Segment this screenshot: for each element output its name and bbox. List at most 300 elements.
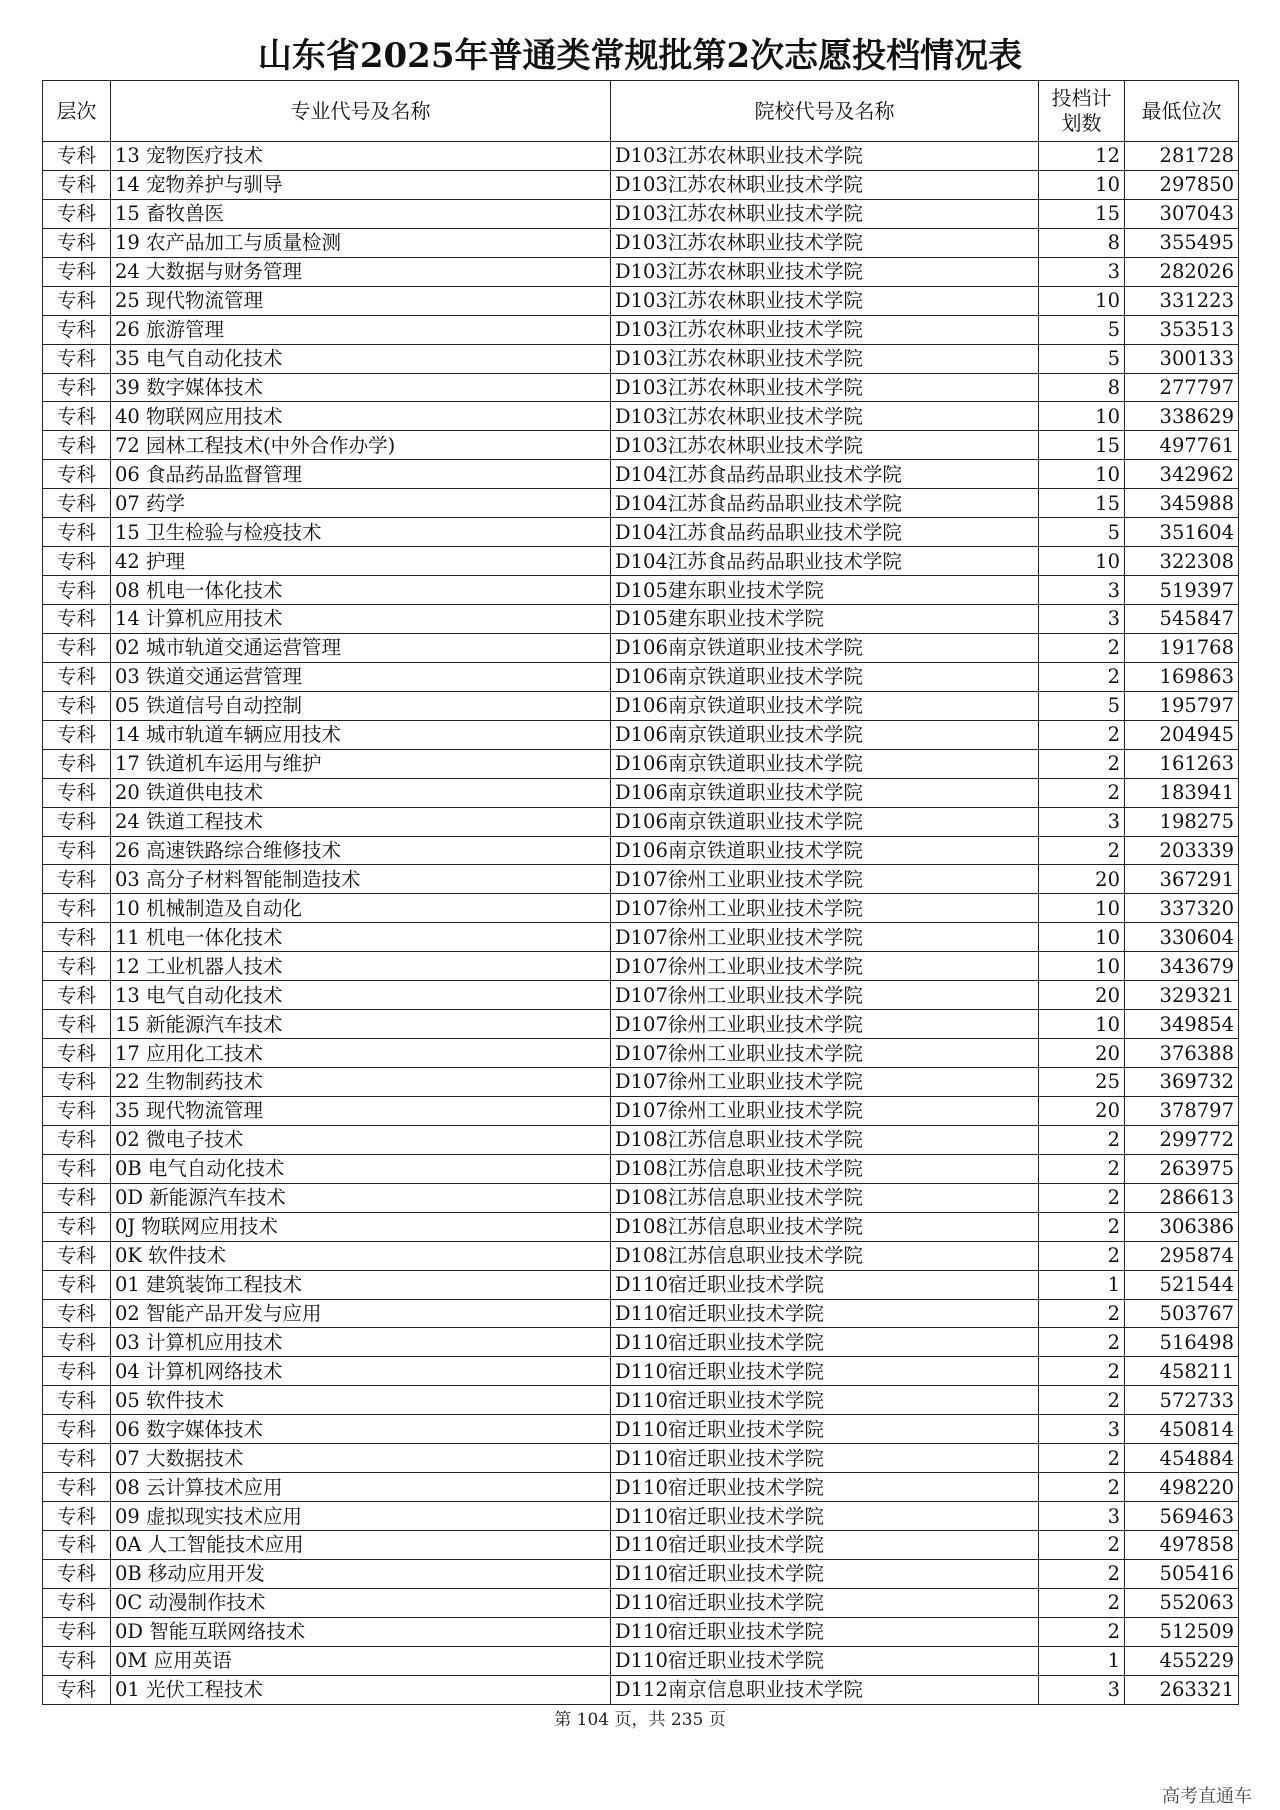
header-plan-label: 投档计划数 [1051, 86, 1112, 135]
cell-school: D106南京铁道职业技术学院 [611, 749, 1039, 778]
cell-level: 专科 [43, 633, 111, 662]
cell-school: D110宿迁职业技术学院 [611, 1502, 1039, 1531]
cell-level: 专科 [43, 749, 111, 778]
cell-rank: 569463 [1125, 1502, 1239, 1531]
table-row [43, 228, 1239, 257]
table-row [43, 286, 1239, 315]
cell-rank: 376388 [1125, 1039, 1239, 1068]
cell-plan: 2 [1039, 1386, 1125, 1415]
cell-school: D105建东职业技术学院 [611, 576, 1039, 605]
cell-school: D106南京铁道职业技术学院 [611, 720, 1039, 749]
cell-plan: 2 [1039, 1241, 1125, 1270]
cell-rank: 552063 [1125, 1588, 1239, 1617]
cell-school: D106南京铁道职业技术学院 [611, 662, 1039, 691]
cell-school: D110宿迁职业技术学院 [611, 1588, 1039, 1617]
table-row [43, 1415, 1239, 1444]
cell-rank: 367291 [1125, 865, 1239, 894]
cell-major: 14 城市轨道车辆应用技术 [111, 720, 611, 749]
cell-school: D106南京铁道职业技术学院 [611, 836, 1039, 865]
cell-rank: 297850 [1125, 170, 1239, 199]
cell-school: D108江苏信息职业技术学院 [611, 1183, 1039, 1212]
cell-level: 专科 [43, 1473, 111, 1502]
cell-school: D110宿迁职业技术学院 [611, 1444, 1039, 1473]
cell-rank: 450814 [1125, 1415, 1239, 1444]
cell-rank: 195797 [1125, 691, 1239, 720]
cell-plan: 3 [1039, 257, 1125, 286]
table-header-row [43, 81, 1239, 142]
table-row [43, 315, 1239, 344]
cell-rank: 295874 [1125, 1241, 1239, 1270]
cell-school: D103江苏农林职业技术学院 [611, 228, 1039, 257]
cell-major: 07 大数据技术 [111, 1444, 611, 1473]
cell-school: D103江苏农林职业技术学院 [611, 402, 1039, 431]
cell-level: 专科 [43, 286, 111, 315]
cell-plan: 2 [1039, 720, 1125, 749]
cell-rank: 198275 [1125, 807, 1239, 836]
cell-level: 专科 [43, 981, 111, 1010]
cell-school: D107徐州工业职业技术学院 [611, 894, 1039, 923]
cell-major: 24 铁道工程技术 [111, 807, 611, 836]
cell-major: 03 计算机应用技术 [111, 1328, 611, 1357]
cell-level: 专科 [43, 836, 111, 865]
cell-rank: 345988 [1125, 489, 1239, 518]
cell-major: 02 智能产品开发与应用 [111, 1299, 611, 1328]
cell-rank: 353513 [1125, 315, 1239, 344]
cell-plan: 1 [1039, 1270, 1125, 1299]
cell-rank: 349854 [1125, 1010, 1239, 1039]
cell-plan: 20 [1039, 865, 1125, 894]
cell-school: D110宿迁职业技术学院 [611, 1646, 1039, 1675]
table-row [43, 1039, 1239, 1068]
cell-school: D106南京铁道职业技术学院 [611, 691, 1039, 720]
cell-rank: 286613 [1125, 1183, 1239, 1212]
cell-rank: 516498 [1125, 1328, 1239, 1357]
table-row [43, 923, 1239, 952]
cell-major: 72 园林工程技术(中外合作办学) [111, 431, 611, 460]
cell-level: 专科 [43, 807, 111, 836]
cell-school: D110宿迁职业技术学院 [611, 1415, 1039, 1444]
cell-level: 专科 [43, 1617, 111, 1646]
table-row [43, 1646, 1239, 1675]
cell-school: D107徐州工业职业技术学院 [611, 1068, 1039, 1097]
cell-plan: 2 [1039, 778, 1125, 807]
table-row [43, 1473, 1239, 1502]
cell-major: 09 虚拟现实技术应用 [111, 1502, 611, 1531]
cell-plan: 8 [1039, 228, 1125, 257]
cell-school: D107徐州工业职业技术学院 [611, 923, 1039, 952]
cell-school: D112南京信息职业技术学院 [611, 1675, 1039, 1704]
cell-rank: 545847 [1125, 605, 1239, 634]
cell-major: 01 光伏工程技术 [111, 1675, 611, 1704]
cell-rank: 519397 [1125, 576, 1239, 605]
cell-major: 0C 动漫制作技术 [111, 1588, 611, 1617]
table-row [43, 1531, 1239, 1560]
cell-plan: 20 [1039, 981, 1125, 1010]
cell-major: 15 畜牧兽医 [111, 199, 611, 228]
cell-major: 22 生物制药技术 [111, 1068, 611, 1097]
cell-school: D103江苏农林职业技术学院 [611, 199, 1039, 228]
admission-table [42, 80, 1239, 1705]
cell-level: 专科 [43, 518, 111, 547]
cell-rank: 498220 [1125, 1473, 1239, 1502]
cell-plan: 10 [1039, 952, 1125, 981]
cell-major: 06 食品药品监督管理 [111, 460, 611, 489]
cell-plan: 2 [1039, 1328, 1125, 1357]
cell-rank: 299772 [1125, 1125, 1239, 1154]
cell-level: 专科 [43, 315, 111, 344]
table-row [43, 170, 1239, 199]
table-row [43, 1559, 1239, 1588]
cell-plan: 2 [1039, 1559, 1125, 1588]
cell-level: 专科 [43, 1646, 111, 1675]
cell-rank: 343679 [1125, 952, 1239, 981]
cell-school: D104江苏食品药品职业技术学院 [611, 518, 1039, 547]
cell-plan: 3 [1039, 1415, 1125, 1444]
table-row [43, 344, 1239, 373]
cell-level: 专科 [43, 1068, 111, 1097]
table-row [43, 836, 1239, 865]
cell-rank: 169863 [1125, 662, 1239, 691]
cell-level: 专科 [43, 199, 111, 228]
table-row [43, 749, 1239, 778]
cell-major: 02 微电子技术 [111, 1125, 611, 1154]
cell-level: 专科 [43, 778, 111, 807]
cell-major: 39 数字媒体技术 [111, 373, 611, 402]
cell-level: 专科 [43, 865, 111, 894]
cell-level: 专科 [43, 1357, 111, 1386]
cell-school: D110宿迁职业技术学院 [611, 1559, 1039, 1588]
table-row [43, 1270, 1239, 1299]
cell-level: 专科 [43, 489, 111, 518]
table-row [43, 489, 1239, 518]
cell-school: D110宿迁职业技术学院 [611, 1473, 1039, 1502]
cell-school: D106南京铁道职业技术学院 [611, 633, 1039, 662]
header-school: 院校代号及名称 [611, 81, 1039, 142]
cell-major: 0A 人工智能技术应用 [111, 1531, 611, 1560]
cell-major: 03 铁道交通运营管理 [111, 662, 611, 691]
cell-plan: 15 [1039, 431, 1125, 460]
cell-level: 专科 [43, 1675, 111, 1704]
cell-rank: 329321 [1125, 981, 1239, 1010]
cell-level: 专科 [43, 431, 111, 460]
cell-level: 专科 [43, 1039, 111, 1068]
cell-rank: 183941 [1125, 778, 1239, 807]
cell-school: D103江苏农林职业技术学院 [611, 170, 1039, 199]
cell-plan: 2 [1039, 1125, 1125, 1154]
cell-level: 专科 [43, 1270, 111, 1299]
cell-level: 专科 [43, 691, 111, 720]
cell-plan: 10 [1039, 1010, 1125, 1039]
cell-major: 14 宠物养护与驯导 [111, 170, 611, 199]
cell-major: 0B 电气自动化技术 [111, 1154, 611, 1183]
table-row [43, 1154, 1239, 1183]
table-row [43, 257, 1239, 286]
table-row [43, 1386, 1239, 1415]
cell-major: 0K 软件技术 [111, 1241, 611, 1270]
cell-level: 专科 [43, 1444, 111, 1473]
cell-level: 专科 [43, 894, 111, 923]
cell-school: D103江苏农林职业技术学院 [611, 344, 1039, 373]
table-row [43, 865, 1239, 894]
page-title: 山东省2025年普通类常规批第2次志愿投档情况表 [257, 36, 1023, 76]
cell-major: 17 应用化工技术 [111, 1039, 611, 1068]
cell-school: D103江苏农林职业技术学院 [611, 431, 1039, 460]
cell-plan: 2 [1039, 1444, 1125, 1473]
cell-level: 专科 [43, 344, 111, 373]
cell-plan: 2 [1039, 1531, 1125, 1560]
table-row [43, 1299, 1239, 1328]
cell-plan: 1 [1039, 1646, 1125, 1675]
table-row [43, 518, 1239, 547]
page-footer: 第 104 页，共 235 页 [554, 1710, 726, 1730]
cell-level: 专科 [43, 720, 111, 749]
cell-school: D107徐州工业职业技术学院 [611, 865, 1039, 894]
cell-plan: 2 [1039, 1617, 1125, 1646]
cell-major: 13 宠物医疗技术 [111, 142, 611, 171]
cell-plan: 2 [1039, 836, 1125, 865]
cell-level: 专科 [43, 373, 111, 402]
cell-school: D107徐州工业职业技术学院 [611, 952, 1039, 981]
cell-plan: 15 [1039, 489, 1125, 518]
cell-major: 20 铁道供电技术 [111, 778, 611, 807]
cell-rank: 572733 [1125, 1386, 1239, 1415]
cell-rank: 306386 [1125, 1212, 1239, 1241]
cell-plan: 5 [1039, 518, 1125, 547]
cell-level: 专科 [43, 952, 111, 981]
cell-major: 08 机电一体化技术 [111, 576, 611, 605]
cell-school: D103江苏农林职业技术学院 [611, 315, 1039, 344]
table-row [43, 1444, 1239, 1473]
cell-rank: 331223 [1125, 286, 1239, 315]
cell-school: D103江苏农林职业技术学院 [611, 142, 1039, 171]
cell-school: D103江苏农林职业技术学院 [611, 286, 1039, 315]
table-row [43, 460, 1239, 489]
cell-school: D110宿迁职业技术学院 [611, 1299, 1039, 1328]
table-row [43, 547, 1239, 576]
cell-school: D108江苏信息职业技术学院 [611, 1241, 1039, 1270]
cell-level: 专科 [43, 402, 111, 431]
header-major: 专业代号及名称 [111, 81, 611, 142]
cell-rank: 512509 [1125, 1617, 1239, 1646]
table-row [43, 778, 1239, 807]
header-level: 层次 [43, 81, 111, 142]
cell-plan: 2 [1039, 1588, 1125, 1617]
cell-school: D108江苏信息职业技术学院 [611, 1212, 1039, 1241]
table-row [43, 662, 1239, 691]
cell-rank: 161263 [1125, 749, 1239, 778]
cell-rank: 503767 [1125, 1299, 1239, 1328]
cell-rank: 497858 [1125, 1531, 1239, 1560]
cell-level: 专科 [43, 1502, 111, 1531]
table-row [43, 1675, 1239, 1704]
cell-rank: 191768 [1125, 633, 1239, 662]
cell-rank: 300133 [1125, 344, 1239, 373]
header-plan [1039, 81, 1125, 142]
cell-plan: 10 [1039, 460, 1125, 489]
cell-school: D104江苏食品药品职业技术学院 [611, 547, 1039, 576]
cell-level: 专科 [43, 170, 111, 199]
cell-school: D106南京铁道职业技术学院 [611, 778, 1039, 807]
cell-major: 04 计算机网络技术 [111, 1357, 611, 1386]
cell-school: D108江苏信息职业技术学院 [611, 1125, 1039, 1154]
table-row [43, 1502, 1239, 1531]
cell-major: 35 现代物流管理 [111, 1096, 611, 1125]
cell-major: 10 机械制造及自动化 [111, 894, 611, 923]
cell-rank: 454884 [1125, 1444, 1239, 1473]
cell-level: 专科 [43, 923, 111, 952]
cell-major: 06 数字媒体技术 [111, 1415, 611, 1444]
cell-rank: 204945 [1125, 720, 1239, 749]
cell-rank: 369732 [1125, 1068, 1239, 1097]
cell-plan: 2 [1039, 1154, 1125, 1183]
cell-school: D110宿迁职业技术学院 [611, 1531, 1039, 1560]
cell-plan: 25 [1039, 1068, 1125, 1097]
cell-school: D107徐州工业职业技术学院 [611, 981, 1039, 1010]
cell-major: 26 高速铁路综合维修技术 [111, 836, 611, 865]
cell-plan: 2 [1039, 1473, 1125, 1502]
cell-level: 专科 [43, 1241, 111, 1270]
table-row [43, 981, 1239, 1010]
cell-level: 专科 [43, 1386, 111, 1415]
cell-rank: 263321 [1125, 1675, 1239, 1704]
cell-major: 05 软件技术 [111, 1386, 611, 1415]
cell-school: D103江苏农林职业技术学院 [611, 257, 1039, 286]
cell-major: 12 工业机器人技术 [111, 952, 611, 981]
cell-rank: 203339 [1125, 836, 1239, 865]
cell-level: 专科 [43, 1183, 111, 1212]
cell-level: 专科 [43, 142, 111, 171]
cell-plan: 3 [1039, 807, 1125, 836]
table-row [43, 1125, 1239, 1154]
cell-plan: 8 [1039, 373, 1125, 402]
cell-plan: 5 [1039, 691, 1125, 720]
cell-rank: 497761 [1125, 431, 1239, 460]
cell-plan: 3 [1039, 576, 1125, 605]
cell-level: 专科 [43, 1154, 111, 1183]
cell-major: 25 现代物流管理 [111, 286, 611, 315]
cell-plan: 2 [1039, 662, 1125, 691]
cell-major: 15 新能源汽车技术 [111, 1010, 611, 1039]
table-row [43, 605, 1239, 634]
cell-level: 专科 [43, 1559, 111, 1588]
cell-plan: 20 [1039, 1039, 1125, 1068]
cell-level: 专科 [43, 1299, 111, 1328]
cell-plan: 10 [1039, 923, 1125, 952]
table-row [43, 894, 1239, 923]
cell-major: 13 电气自动化技术 [111, 981, 611, 1010]
cell-major: 15 卫生检验与检疫技术 [111, 518, 611, 547]
table-row [43, 720, 1239, 749]
cell-major: 07 药学 [111, 489, 611, 518]
cell-major: 08 云计算技术应用 [111, 1473, 611, 1502]
cell-school: D106南京铁道职业技术学院 [611, 807, 1039, 836]
cell-rank: 322308 [1125, 547, 1239, 576]
cell-plan: 10 [1039, 894, 1125, 923]
cell-rank: 277797 [1125, 373, 1239, 402]
cell-major: 03 高分子材料智能制造技术 [111, 865, 611, 894]
cell-major: 02 城市轨道交通运营管理 [111, 633, 611, 662]
cell-plan: 2 [1039, 1212, 1125, 1241]
table-row [43, 1617, 1239, 1646]
cell-school: D107徐州工业职业技术学院 [611, 1039, 1039, 1068]
cell-plan: 10 [1039, 286, 1125, 315]
cell-school: D110宿迁职业技术学院 [611, 1328, 1039, 1357]
cell-level: 专科 [43, 1328, 111, 1357]
table-row [43, 1212, 1239, 1241]
cell-level: 专科 [43, 257, 111, 286]
table-row [43, 807, 1239, 836]
cell-school: D107徐州工业职业技术学院 [611, 1096, 1039, 1125]
cell-rank: 378797 [1125, 1096, 1239, 1125]
table-row [43, 373, 1239, 402]
cell-school: D104江苏食品药品职业技术学院 [611, 460, 1039, 489]
cell-major: 24 大数据与财务管理 [111, 257, 611, 286]
cell-rank: 342962 [1125, 460, 1239, 489]
cell-plan: 2 [1039, 1357, 1125, 1386]
header-rank: 最低位次 [1125, 81, 1239, 142]
cell-level: 专科 [43, 460, 111, 489]
cell-major: 40 物联网应用技术 [111, 402, 611, 431]
cell-major: 19 农产品加工与质量检测 [111, 228, 611, 257]
cell-school: D110宿迁职业技术学院 [611, 1617, 1039, 1646]
cell-school: D108江苏信息职业技术学院 [611, 1154, 1039, 1183]
cell-rank: 521544 [1125, 1270, 1239, 1299]
table-row [43, 1328, 1239, 1357]
table-row [43, 1183, 1239, 1212]
cell-level: 专科 [43, 576, 111, 605]
table-row [43, 142, 1239, 171]
table-body [43, 142, 1239, 1705]
cell-level: 专科 [43, 547, 111, 576]
cell-rank: 330604 [1125, 923, 1239, 952]
watermark-text: 高考直通车 [1162, 1786, 1252, 1807]
cell-major: 0D 智能互联网络技术 [111, 1617, 611, 1646]
cell-rank: 458211 [1125, 1357, 1239, 1386]
cell-level: 专科 [43, 1415, 111, 1444]
cell-level: 专科 [43, 228, 111, 257]
cell-level: 专科 [43, 1531, 111, 1560]
cell-major: 35 电气自动化技术 [111, 344, 611, 373]
cell-plan: 15 [1039, 199, 1125, 228]
cell-major: 17 铁道机车运用与维护 [111, 749, 611, 778]
table-row [43, 1010, 1239, 1039]
cell-major: 0M 应用英语 [111, 1646, 611, 1675]
cell-rank: 455229 [1125, 1646, 1239, 1675]
cell-school: D107徐州工业职业技术学院 [611, 1010, 1039, 1039]
cell-plan: 5 [1039, 315, 1125, 344]
cell-major: 01 建筑装饰工程技术 [111, 1270, 611, 1299]
cell-major: 05 铁道信号自动控制 [111, 691, 611, 720]
cell-rank: 263975 [1125, 1154, 1239, 1183]
cell-school: D110宿迁职业技术学院 [611, 1386, 1039, 1415]
table-row [43, 691, 1239, 720]
table-row [43, 402, 1239, 431]
cell-plan: 5 [1039, 344, 1125, 373]
cell-major: 0B 移动应用开发 [111, 1559, 611, 1588]
cell-rank: 281728 [1125, 142, 1239, 171]
table-row [43, 1357, 1239, 1386]
cell-plan: 3 [1039, 1502, 1125, 1531]
table-row [43, 1241, 1239, 1270]
cell-plan: 2 [1039, 749, 1125, 778]
cell-plan: 10 [1039, 170, 1125, 199]
cell-school: D105建东职业技术学院 [611, 605, 1039, 634]
cell-plan: 3 [1039, 1675, 1125, 1704]
cell-plan: 2 [1039, 1299, 1125, 1328]
cell-major: 42 护理 [111, 547, 611, 576]
cell-plan: 10 [1039, 547, 1125, 576]
cell-plan: 20 [1039, 1096, 1125, 1125]
